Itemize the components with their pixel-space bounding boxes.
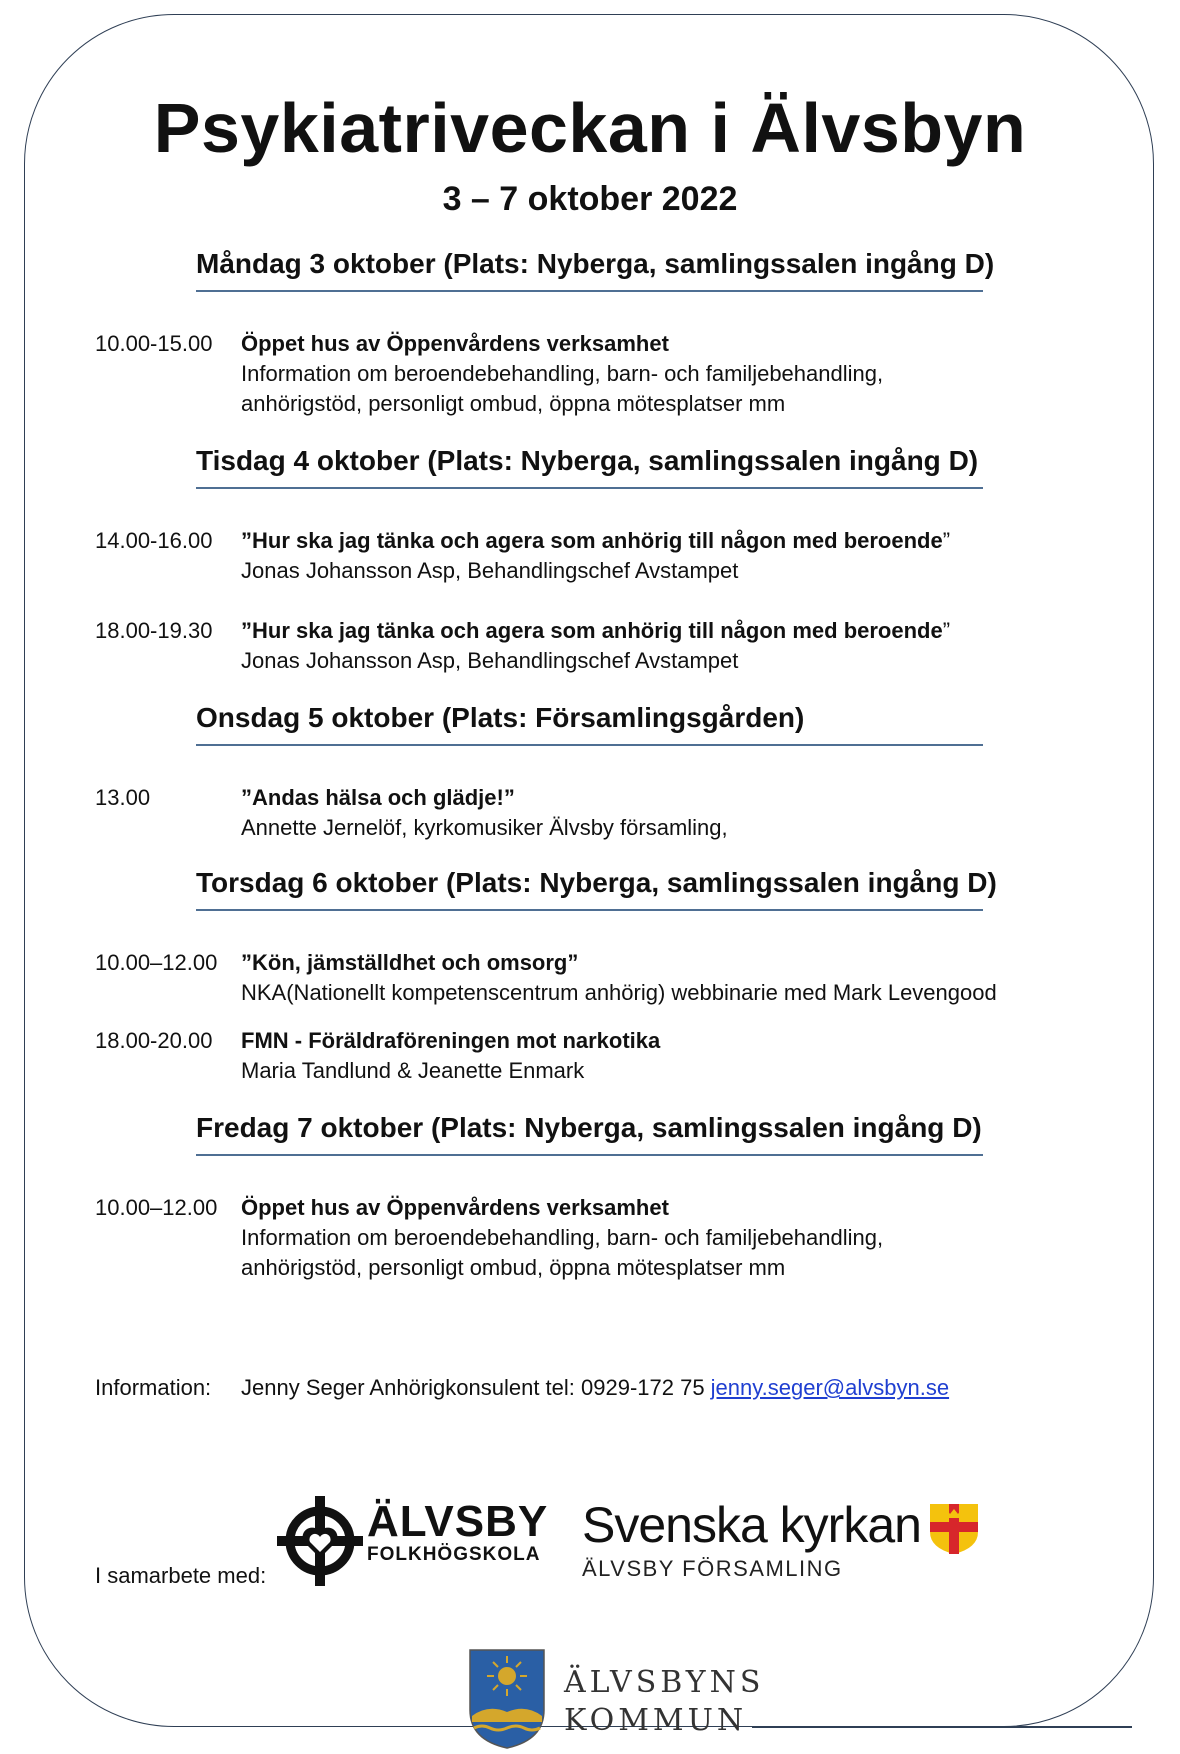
collaboration-label: I samarbete med: bbox=[95, 1563, 267, 1588]
event-title-quote: ” bbox=[942, 528, 951, 553]
event-time: 14.00-16.00 bbox=[95, 528, 213, 553]
event-description: NKA(Nationellt kompetenscentrum anhörig) webbinarie med Mark Levengood bbox=[241, 980, 997, 1005]
event-description: Jonas Johansson Asp, Behandlingschef Avstampet bbox=[241, 558, 739, 583]
page-subtitle: 3 – 7 oktober 2022 bbox=[442, 180, 738, 218]
event-description: Jonas Johansson Asp, Behandlingschef Avstampet bbox=[241, 648, 739, 673]
event-title: Öppet hus av Öppenvårdens verksamhet bbox=[241, 1195, 669, 1220]
event-description: Maria Tandlund & Jeanette Enmark bbox=[241, 1058, 585, 1083]
folkhogskola-name: ÄLVSBY bbox=[367, 1497, 549, 1546]
kommun-logo bbox=[468, 1648, 768, 1754]
cross-heart-emblem-icon bbox=[277, 1496, 363, 1586]
kommun-name: ÄLVSBYNS bbox=[564, 1665, 765, 1700]
event-title: ”Hur ska jag tänka och agera som anhörig till någon med beroende bbox=[241, 618, 943, 643]
folkhogskola-subname: FOLKHÖGSKOLA bbox=[367, 1544, 541, 1565]
event-time: 13.00 bbox=[95, 785, 151, 810]
event-time: 18.00-20.00 bbox=[95, 1028, 213, 1053]
event-title-quote: ” bbox=[942, 618, 951, 643]
event-description: Annette Jernelöf, kyrkomusiker Älvsby församling, bbox=[241, 815, 728, 840]
church-crest-icon bbox=[930, 1504, 978, 1554]
municipal-coat-of-arms-icon bbox=[468, 1648, 546, 1750]
folkhogskola-logo bbox=[277, 1496, 549, 1586]
event-description: Information om beroendebehandling, barn- och familjebehandling, anhörigstöd, personligt ombud, öppna mötesplatser mm bbox=[241, 1225, 884, 1280]
svenska-kyrkan-name: Svenska kyrkan bbox=[582, 1497, 921, 1553]
page-title: Psykiatriveckan i Älvsbyn bbox=[153, 89, 1027, 167]
info-text: Jenny Seger Anhörigkonsulent tel: 0929-172 75 bbox=[241, 1375, 711, 1400]
svenska-kyrkan-parish: ÄLVSBY FÖRSAMLING bbox=[582, 1556, 843, 1581]
event-time: 10.00–12.00 bbox=[95, 950, 218, 975]
kommun-subname: KOMMUN bbox=[564, 1703, 748, 1738]
event-title: Öppet hus av Öppenvårdens verksamhet bbox=[241, 331, 669, 356]
day-header-tuesday: Tisdag 4 oktober (Plats: Nyberga, samlingssalen ingång D) bbox=[196, 445, 983, 489]
contact-info bbox=[95, 1375, 949, 1401]
divider bbox=[752, 1726, 1132, 1728]
email-link[interactable]: jenny.seger@alvsbyn.se bbox=[710, 1375, 950, 1400]
event-time: 10.00-15.00 bbox=[95, 331, 213, 356]
day-header-friday: Fredag 7 oktober (Plats: Nyberga, samlingssalen ingång D) bbox=[196, 1112, 983, 1156]
event-title: ”Kön, jämställdhet och omsorg” bbox=[241, 950, 579, 975]
event-description: Information om beroendebehandling, barn- och familjebehandling, anhörigstöd, personligt ombud, öppna mötesplatser mm bbox=[241, 361, 884, 416]
event-title: ”Hur ska jag tänka och agera som anhörig till någon med beroende bbox=[241, 528, 943, 553]
day-header-thursday: Torsdag 6 oktober (Plats: Nyberga, samlingssalen ingång D) bbox=[196, 867, 983, 911]
event-title: ”Andas hälsa och glädje!” bbox=[241, 785, 515, 810]
event-time: 18.00-19.30 bbox=[95, 618, 213, 643]
info-label: Information: bbox=[95, 1375, 212, 1400]
day-header-wednesday: Onsdag 5 oktober (Plats: Församlingsgården) bbox=[196, 702, 983, 746]
day-header-monday: Måndag 3 oktober (Plats: Nyberga, samlingssalen ingång D) bbox=[196, 248, 983, 292]
event-time: 10.00–12.00 bbox=[95, 1195, 218, 1220]
svenska-kyrkan-logo bbox=[582, 1497, 982, 1590]
event-title: FMN - Föräldraföreningen mot narkotika bbox=[241, 1028, 661, 1053]
